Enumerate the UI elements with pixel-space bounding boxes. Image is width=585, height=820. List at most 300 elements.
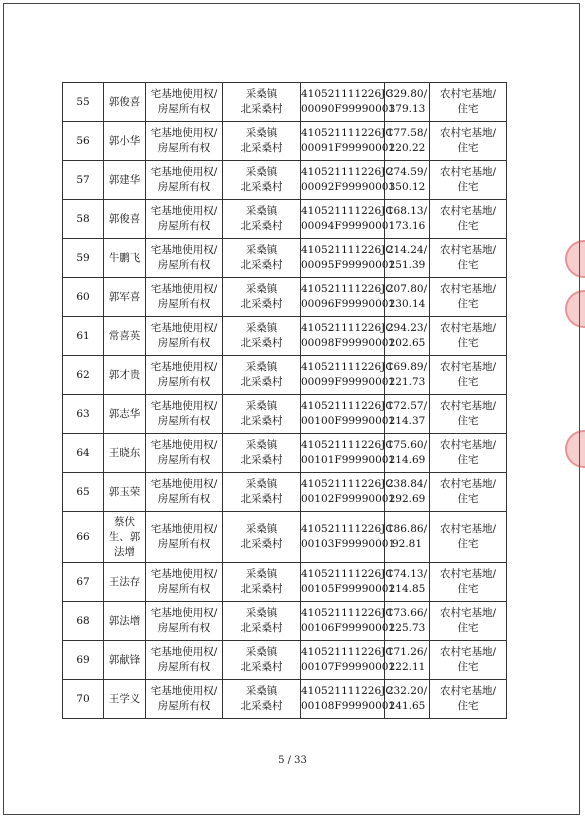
cell-unit-code-line: 410521111226JC	[301, 568, 394, 580]
cell-location-line: 采桑镇	[245, 244, 278, 256]
cell-area	[385, 278, 430, 317]
cell-owner-name	[104, 473, 146, 512]
cell-owner-name	[104, 641, 146, 680]
cell-location-line: 北采桑村	[240, 298, 283, 310]
cell-unit-code-line: 00100F99990001	[301, 415, 396, 427]
cell-unit-code-line: 00092F99990001	[301, 181, 396, 193]
cell-right-type-line: 宅基地使用权/	[150, 685, 218, 697]
cell-unit-code-line: 00107F99990001	[301, 661, 396, 673]
cell-land-use-line: 农村宅基地/	[439, 244, 497, 256]
cell-land-use	[430, 512, 507, 563]
cell-owner-name	[104, 317, 146, 356]
cell-land-use-line: 农村宅基地/	[439, 685, 497, 697]
cell-location	[223, 641, 301, 680]
cell-location-line: 采桑镇	[245, 478, 278, 490]
cell-owner-name	[104, 563, 146, 602]
cell-area-line: 274.59/	[386, 166, 428, 178]
cell-land-use-line: 住宅	[457, 298, 479, 310]
cell-right-type-line: 宅基地使用权/	[150, 244, 218, 256]
cell-location	[223, 356, 301, 395]
cell-area	[385, 563, 430, 602]
cell-unit-code-line: 00091F99990001	[301, 142, 396, 154]
cell-area-line: 186.86/	[386, 523, 428, 535]
cell-location	[223, 395, 301, 434]
cell-location	[223, 122, 301, 161]
cell-land-use	[430, 278, 507, 317]
cell-area	[385, 641, 430, 680]
cell-location	[223, 239, 301, 278]
cell-location	[223, 680, 301, 719]
cell-area-line: 214.37	[388, 415, 426, 427]
cell-location-line: 北采桑村	[240, 181, 283, 193]
cell-right-type-line: 宅基地使用权/	[150, 127, 218, 139]
cell-location	[223, 278, 301, 317]
cell-owner-name	[104, 680, 146, 719]
cell-land-use-line: 农村宅基地/	[439, 88, 497, 100]
cell-unit-code	[301, 317, 396, 356]
cell-owner-name	[104, 122, 146, 161]
cell-owner-name-line: 郭俊喜	[108, 212, 141, 225]
cell-land-use-line: 住宅	[457, 259, 479, 271]
cell-right-type-line: 宅基地使用权/	[150, 568, 218, 580]
cell-right-type	[146, 122, 223, 161]
cell-owner-name	[104, 356, 146, 395]
cell-owner-name-line: 郭小华	[108, 134, 141, 147]
cell-location-line: 北采桑村	[240, 538, 283, 550]
cell-right-type-line: 宅基地使用权/	[150, 205, 218, 217]
cell-land-use	[430, 434, 507, 473]
cell-land-use	[430, 602, 507, 641]
cell-number: 59	[63, 239, 104, 278]
cell-location-line: 北采桑村	[240, 259, 283, 271]
cell-land-use	[430, 680, 507, 719]
cell-unit-code-line: 410521111226JC	[301, 127, 394, 139]
cell-land-use-line: 农村宅基地/	[439, 568, 497, 580]
table-row	[63, 161, 507, 200]
table-row	[63, 83, 507, 122]
cell-area-line: 251.39	[388, 259, 426, 271]
cell-area-line: 238.84/	[386, 478, 428, 490]
cell-unit-code-line: 00094F99990001	[301, 220, 396, 232]
cell-land-use	[430, 563, 507, 602]
cell-land-use	[430, 122, 507, 161]
cell-unit-code-line: 410521111226JC	[301, 439, 394, 451]
cell-location	[223, 512, 301, 563]
cell-area-line: 168.13/	[386, 205, 428, 217]
cell-land-use-line: 农村宅基地/	[439, 646, 497, 658]
cell-land-use-line: 农村宅基地/	[439, 322, 497, 334]
cell-unit-code	[301, 680, 396, 719]
cell-unit-code-line: 410521111226JC	[301, 523, 394, 535]
cell-land-use-line: 住宅	[457, 376, 479, 388]
cell-right-type-line: 宅基地使用权/	[150, 361, 218, 373]
cell-right-type-line: 房屋所有权	[157, 454, 211, 466]
cell-location-line: 采桑镇	[245, 685, 278, 697]
cell-land-use-line: 住宅	[457, 583, 479, 595]
cell-area	[385, 200, 430, 239]
cell-land-use	[430, 161, 507, 200]
cell-unit-code	[301, 641, 396, 680]
cell-owner-name-line: 王晓东	[108, 446, 141, 459]
cell-area-line: 207.80/	[386, 283, 428, 295]
cell-area-line: 230.14	[388, 298, 426, 310]
cell-unit-code	[301, 278, 396, 317]
cell-location	[223, 200, 301, 239]
cell-right-type	[146, 602, 223, 641]
cell-unit-code-line: 410521111226JC	[301, 88, 394, 100]
cell-number: 65	[63, 473, 104, 512]
cell-owner-name	[104, 200, 146, 239]
cell-right-type	[146, 434, 223, 473]
cell-land-use-line: 住宅	[457, 454, 479, 466]
cell-land-use-line: 住宅	[457, 622, 479, 634]
cell-owner-name	[104, 434, 146, 473]
table-row	[63, 317, 507, 356]
cell-land-use-line: 农村宅基地/	[439, 523, 497, 535]
cell-area	[385, 395, 430, 434]
cell-right-type	[146, 161, 223, 200]
cell-right-type-line: 宅基地使用权/	[150, 478, 218, 490]
cell-area-line: 92.81	[391, 538, 423, 550]
cell-area-line: 214.69	[388, 454, 426, 466]
cell-area	[385, 512, 430, 563]
cell-unit-code-line: 410521111226JC	[301, 166, 394, 178]
cell-land-use	[430, 473, 507, 512]
cell-right-type	[146, 356, 223, 395]
cell-right-type	[146, 641, 223, 680]
cell-unit-code-line: 410521111226JC	[301, 322, 394, 334]
cell-land-use-line: 住宅	[457, 493, 479, 505]
cell-area-line: 220.22	[388, 142, 426, 154]
cell-right-type	[146, 512, 223, 563]
cell-owner-name-line: 郭才贵	[108, 368, 141, 381]
cell-land-use-line: 农村宅基地/	[439, 127, 497, 139]
cell-area-line: 222.11	[388, 661, 426, 673]
cell-location-line: 采桑镇	[245, 88, 278, 100]
cell-right-type-line: 房屋所有权	[157, 622, 211, 634]
cell-right-type-line: 宅基地使用权/	[150, 607, 218, 619]
cell-number: 60	[63, 278, 104, 317]
cell-right-type-line: 房屋所有权	[157, 259, 211, 271]
cell-location-line: 采桑镇	[245, 568, 278, 580]
table-row	[63, 641, 507, 680]
cell-location-line: 北采桑村	[240, 220, 283, 232]
cell-unit-code	[301, 83, 396, 122]
cell-unit-code	[301, 356, 396, 395]
cell-area	[385, 356, 430, 395]
cell-location-line: 采桑镇	[245, 283, 278, 295]
cell-right-type	[146, 278, 223, 317]
cell-location-line: 北采桑村	[240, 103, 283, 115]
cell-area-line: 214.85	[388, 583, 426, 595]
cell-area-line: 221.73	[388, 376, 426, 388]
cell-unit-code-line: 00095F99990001	[301, 259, 396, 271]
cell-owner-name-line: 生、郭	[108, 530, 141, 543]
cell-right-type-line: 房屋所有权	[157, 220, 211, 232]
cell-right-type	[146, 83, 223, 122]
cell-area-line: 214.24/	[386, 244, 428, 256]
cell-owner-name-line: 郭军喜	[108, 290, 141, 303]
cell-land-use-line: 农村宅基地/	[439, 478, 497, 490]
table-body	[63, 83, 507, 719]
cell-owner-name-line: 王学义	[108, 692, 141, 705]
cell-area-line: 202.65	[388, 337, 426, 349]
cell-location-line: 采桑镇	[245, 361, 278, 373]
table-row	[63, 602, 507, 641]
cell-location-line: 采桑镇	[245, 439, 278, 451]
cell-right-type-line: 宅基地使用权/	[150, 523, 218, 535]
cell-area-line: 292.69	[388, 493, 426, 505]
cell-land-use-line: 住宅	[457, 337, 479, 349]
cell-right-type-line: 房屋所有权	[157, 181, 211, 193]
cell-unit-code-line: 410521111226JC	[301, 685, 394, 697]
cell-right-type-line: 房屋所有权	[157, 493, 211, 505]
table-row	[63, 680, 507, 719]
cell-unit-code-line: 410521111226JC	[301, 400, 394, 412]
cell-area	[385, 239, 430, 278]
cell-location-line: 北采桑村	[240, 622, 283, 634]
page-number: 5 / 33	[278, 755, 307, 766]
table-row	[63, 239, 507, 278]
cell-unit-code	[301, 434, 396, 473]
cell-unit-code-line: 410521111226JC	[301, 205, 394, 217]
cell-right-type	[146, 317, 223, 356]
cell-unit-code-line: 00103F99990001	[301, 538, 396, 550]
cell-right-type-line: 房屋所有权	[157, 337, 211, 349]
cell-owner-name	[104, 395, 146, 434]
cell-unit-code-line: 410521111226JC	[301, 607, 394, 619]
cell-area-line: 174.13/	[386, 568, 428, 580]
table-row	[63, 122, 507, 161]
cell-unit-code	[301, 602, 396, 641]
cell-land-use-line: 住宅	[457, 538, 479, 550]
cell-area-line: 175.60/	[386, 439, 428, 451]
cell-area	[385, 122, 430, 161]
cell-location	[223, 602, 301, 641]
cell-owner-name	[104, 83, 146, 122]
cell-location-line: 北采桑村	[240, 415, 283, 427]
cell-area-line: 171.26/	[386, 646, 428, 658]
cell-unit-code-line: 00101F99990001	[301, 454, 396, 466]
cell-location-line: 采桑镇	[245, 607, 278, 619]
cell-right-type	[146, 680, 223, 719]
cell-location-line: 北采桑村	[240, 493, 283, 505]
cell-unit-code-line: 410521111226JC	[301, 478, 394, 490]
cell-location-line: 北采桑村	[240, 661, 283, 673]
cell-area-line: 172.57/	[386, 400, 428, 412]
table-row	[63, 512, 507, 563]
cell-right-type-line: 房屋所有权	[157, 583, 211, 595]
cell-land-use	[430, 317, 507, 356]
cell-area	[385, 161, 430, 200]
cell-owner-name-line: 牛鹏飞	[108, 251, 141, 264]
cell-right-type-line: 房屋所有权	[157, 538, 211, 550]
cell-right-type-line: 宅基地使用权/	[150, 322, 218, 334]
cell-owner-name-line: 法增	[114, 545, 135, 558]
cell-right-type	[146, 563, 223, 602]
cell-area	[385, 83, 430, 122]
cell-area-line: 329.80/	[386, 88, 428, 100]
cell-land-use-line: 农村宅基地/	[439, 166, 497, 178]
cell-number: 64	[63, 434, 104, 473]
cell-right-type-line: 宅基地使用权/	[150, 400, 218, 412]
cell-land-use-line: 农村宅基地/	[439, 361, 497, 373]
cell-owner-name	[104, 239, 146, 278]
cell-number: 56	[63, 122, 104, 161]
cell-number: 58	[63, 200, 104, 239]
cell-location-line: 采桑镇	[245, 646, 278, 658]
cell-right-type	[146, 239, 223, 278]
cell-right-type-line: 宅基地使用权/	[150, 646, 218, 658]
cell-unit-code	[301, 200, 396, 239]
cell-location-line: 北采桑村	[240, 700, 283, 712]
cell-unit-code	[301, 239, 396, 278]
cell-number: 55	[63, 83, 104, 122]
cell-unit-code-line: 00105F99990001	[301, 583, 396, 595]
cell-land-use-line: 住宅	[457, 415, 479, 427]
cell-land-use	[430, 356, 507, 395]
cell-land-use-line: 农村宅基地/	[439, 283, 497, 295]
cell-land-use-line: 住宅	[457, 103, 479, 115]
cell-land-use-line: 住宅	[457, 700, 479, 712]
cell-unit-code-line: 00102F99990001	[301, 493, 396, 505]
cell-location-line: 北采桑村	[240, 583, 283, 595]
cell-number: 67	[63, 563, 104, 602]
cell-unit-code	[301, 161, 396, 200]
cell-area	[385, 473, 430, 512]
cell-owner-name-line: 郭献锋	[108, 653, 141, 666]
cell-land-use	[430, 641, 507, 680]
cell-owner-name-line: 郭玉荣	[108, 485, 141, 498]
table-row	[63, 395, 507, 434]
cell-location	[223, 83, 301, 122]
cell-unit-code-line: 00099F99990001	[301, 376, 396, 388]
cell-land-use-line: 住宅	[457, 220, 479, 232]
cell-land-use-line: 住宅	[457, 661, 479, 673]
cell-owner-name-line: 郭法增	[108, 614, 141, 627]
cell-area-line: 294.23/	[386, 322, 428, 334]
cell-land-use	[430, 83, 507, 122]
cell-unit-code	[301, 395, 396, 434]
cell-area	[385, 680, 430, 719]
cell-right-type-line: 房屋所有权	[157, 298, 211, 310]
table-row	[63, 356, 507, 395]
cell-unit-code	[301, 512, 396, 563]
cell-number: 61	[63, 317, 104, 356]
cell-owner-name-line: 郭志华	[108, 407, 141, 420]
cell-right-type-line: 房屋所有权	[157, 142, 211, 154]
cell-location	[223, 161, 301, 200]
cell-land-use-line: 住宅	[457, 181, 479, 193]
cell-right-type	[146, 200, 223, 239]
cell-right-type-line: 宅基地使用权/	[150, 439, 218, 451]
cell-owner-name-line: 蔡伏	[114, 515, 135, 528]
cell-area-line: 169.89/	[386, 361, 428, 373]
cell-owner-name	[104, 278, 146, 317]
cell-area-line: 173.16	[388, 220, 426, 232]
cell-right-type-line: 房屋所有权	[157, 415, 211, 427]
cell-number: 69	[63, 641, 104, 680]
cell-right-type	[146, 473, 223, 512]
cell-location-line: 采桑镇	[245, 523, 278, 535]
cell-location-line: 北采桑村	[240, 337, 283, 349]
cell-unit-code-line: 00090F99990001	[301, 103, 396, 115]
table-row	[63, 278, 507, 317]
registry-table	[62, 82, 507, 719]
cell-unit-code	[301, 563, 396, 602]
cell-location-line: 北采桑村	[240, 454, 283, 466]
cell-location-line: 采桑镇	[245, 127, 278, 139]
cell-location-line: 北采桑村	[240, 142, 283, 154]
cell-unit-code-line: 410521111226JC	[301, 283, 394, 295]
cell-owner-name-line: 郭俊喜	[108, 95, 141, 108]
cell-right-type-line: 宅基地使用权/	[150, 166, 218, 178]
cell-right-type-line: 房屋所有权	[157, 661, 211, 673]
cell-unit-code-line: 00106F99990001	[301, 622, 396, 634]
cell-area-line: 379.13	[388, 103, 426, 115]
cell-number: 57	[63, 161, 104, 200]
cell-owner-name-line: 常喜英	[108, 329, 141, 342]
cell-unit-code-line: 410521111226JC	[301, 646, 394, 658]
cell-land-use-line: 农村宅基地/	[439, 439, 497, 451]
table-row	[63, 563, 507, 602]
cell-unit-code-line: 410521111226JC	[301, 361, 394, 373]
cell-right-type	[146, 395, 223, 434]
cell-land-use-line: 农村宅基地/	[439, 607, 497, 619]
cell-number: 66	[63, 512, 104, 563]
cell-right-type-line: 宅基地使用权/	[150, 283, 218, 295]
cell-location	[223, 563, 301, 602]
cell-land-use	[430, 239, 507, 278]
cell-location-line: 北采桑村	[240, 376, 283, 388]
cell-area-line: 177.58/	[386, 127, 428, 139]
cell-location	[223, 434, 301, 473]
cell-number: 63	[63, 395, 104, 434]
cell-land-use-line: 农村宅基地/	[439, 400, 497, 412]
cell-owner-name	[104, 602, 146, 641]
cell-area-line: 350.12	[388, 181, 426, 193]
cell-area-line: 173.66/	[386, 607, 428, 619]
cell-area	[385, 434, 430, 473]
cell-location	[223, 317, 301, 356]
cell-land-use	[430, 395, 507, 434]
cell-owner-name-line: 王法存	[108, 575, 141, 588]
cell-owner-name	[104, 161, 146, 200]
cell-number: 68	[63, 602, 104, 641]
cell-right-type-line: 房屋所有权	[157, 700, 211, 712]
cell-location-line: 采桑镇	[245, 322, 278, 334]
table-row	[63, 200, 507, 239]
cell-land-use	[430, 200, 507, 239]
cell-location-line: 采桑镇	[245, 400, 278, 412]
table-row	[63, 434, 507, 473]
cell-area-line: 241.65	[388, 700, 426, 712]
table-row	[63, 473, 507, 512]
cell-right-type-line: 房屋所有权	[157, 103, 211, 115]
cell-unit-code	[301, 122, 396, 161]
cell-area	[385, 317, 430, 356]
cell-location-line: 采桑镇	[245, 166, 278, 178]
cell-number: 70	[63, 680, 104, 719]
cell-area-line: 232.20/	[386, 685, 428, 697]
cell-number: 62	[63, 356, 104, 395]
cell-area	[385, 602, 430, 641]
cell-unit-code-line: 00096F99990001	[301, 298, 396, 310]
cell-owner-name	[104, 512, 146, 563]
cell-land-use-line: 农村宅基地/	[439, 205, 497, 217]
cell-location-line: 采桑镇	[245, 205, 278, 217]
cell-area-line: 225.73	[388, 622, 426, 634]
